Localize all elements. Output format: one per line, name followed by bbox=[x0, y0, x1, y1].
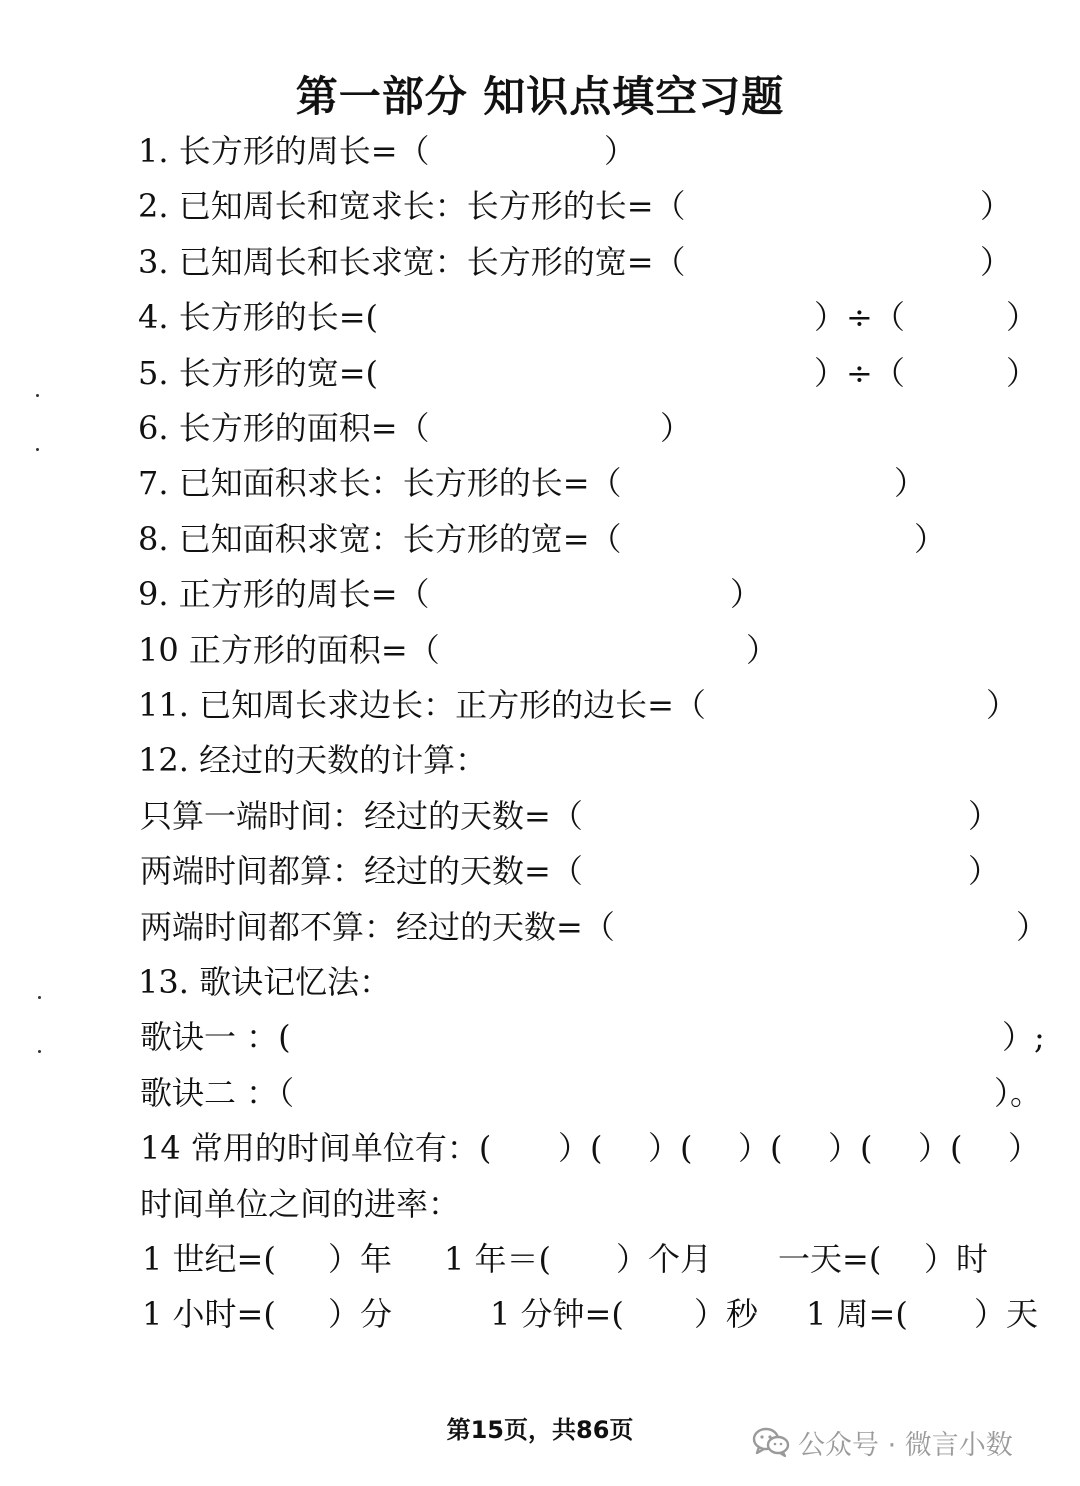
answer-bracket: ）( bbox=[918, 1129, 963, 1167]
scan-speck bbox=[38, 1050, 41, 1053]
answer-bracket: ）秒 bbox=[694, 1295, 759, 1333]
question-text: 两端时间都算：经过的天数=（ bbox=[140, 852, 583, 890]
answer-bracket: ）( bbox=[738, 1129, 783, 1167]
answer-bracket: ）时 bbox=[924, 1240, 989, 1278]
question-text: 14 常用的时间单位有：( bbox=[140, 1129, 492, 1167]
question-text: 3. 已知周长和长求宽：长方形的宽=（ bbox=[138, 243, 686, 281]
answer-bracket: ） bbox=[660, 409, 693, 447]
answer-bracket: ） bbox=[1008, 1129, 1041, 1167]
question-text: 13. 歌诀记忆法： bbox=[138, 963, 392, 1001]
answer-bracket: ） bbox=[894, 464, 927, 502]
answer-bracket: ） bbox=[968, 797, 1001, 835]
watermark bbox=[752, 1422, 1013, 1462]
answer-bracket: 1 年＝( bbox=[444, 1240, 552, 1278]
answer-bracket: ） bbox=[914, 520, 947, 558]
answer-bracket: ）÷（ bbox=[814, 354, 905, 392]
answer-bracket: 一天=( bbox=[778, 1240, 882, 1278]
page-title: 第一部分 知识点填空习题 bbox=[295, 72, 785, 121]
answer-bracket: ）( bbox=[558, 1129, 603, 1167]
answer-bracket: ） bbox=[1006, 354, 1039, 392]
answer-bracket: ） bbox=[968, 852, 1001, 890]
answer-bracket: ） bbox=[986, 686, 1019, 724]
answer-bracket: ）÷（ bbox=[814, 298, 905, 336]
answer-bracket: ） bbox=[730, 575, 763, 613]
answer-bracket: 1 周=( bbox=[806, 1295, 908, 1333]
question-text: 只算一端时间：经过的天数=（ bbox=[140, 797, 583, 835]
question-text: 10 正方形的面积=（ bbox=[138, 631, 440, 669]
question-text: 两端时间都不算：经过的天数=（ bbox=[140, 908, 615, 946]
answer-bracket: ）。 bbox=[994, 1074, 1043, 1112]
question-text: 1. 长方形的周长=（ bbox=[138, 132, 430, 170]
scan-speck bbox=[36, 394, 39, 397]
answer-bracket: ）; bbox=[1002, 1018, 1045, 1056]
question-text: 时间单位之间的进率： bbox=[140, 1185, 461, 1223]
wechat-icon bbox=[752, 1426, 790, 1458]
question-text: 歌诀一 ：( bbox=[140, 1018, 291, 1056]
question-text: 5. 长方形的宽=( bbox=[138, 354, 379, 392]
question-text: 歌诀二 ：（ bbox=[140, 1074, 295, 1112]
answer-bracket: ）分 bbox=[328, 1295, 393, 1333]
scan-speck bbox=[38, 996, 41, 999]
answer-bracket: ）( bbox=[648, 1129, 693, 1167]
question-text: 2. 已知周长和宽求长：长方形的长=（ bbox=[138, 187, 686, 225]
question-text: 6. 长方形的面积=（ bbox=[138, 409, 430, 447]
page-number: 第15页，共86页 bbox=[446, 1416, 634, 1444]
scan-speck bbox=[36, 448, 39, 451]
answer-bracket: ）年 bbox=[328, 1240, 393, 1278]
answer-bracket: ）个月 bbox=[616, 1240, 713, 1278]
answer-bracket: ） bbox=[746, 631, 779, 669]
answer-bracket: ） bbox=[980, 187, 1013, 225]
question-text: 8. 已知面积求宽：长方形的宽=（ bbox=[138, 520, 622, 558]
question-text: 4. 长方形的长=( bbox=[138, 298, 379, 336]
answer-bracket: ） bbox=[604, 132, 637, 170]
question-text: 1 世纪=( bbox=[142, 1240, 276, 1278]
watermark-text: 公众号 · 微言小数 bbox=[798, 1429, 1013, 1461]
answer-bracket: ） bbox=[980, 243, 1013, 281]
question-text: 9. 正方形的周长=（ bbox=[138, 575, 430, 613]
question-text: 1 小时=( bbox=[142, 1295, 276, 1333]
question-text: 7. 已知面积求长：长方形的长=（ bbox=[138, 464, 622, 502]
answer-bracket: ） bbox=[1016, 908, 1049, 946]
answer-bracket: ）( bbox=[828, 1129, 873, 1167]
answer-bracket: ） bbox=[1006, 298, 1039, 336]
question-text: 11. 已知周长求边长：正方形的边长=（ bbox=[138, 686, 706, 724]
question-text: 12. 经过的天数的计算： bbox=[138, 741, 488, 779]
answer-bracket: 1 分钟=( bbox=[490, 1295, 624, 1333]
answer-bracket: ）天 bbox=[974, 1295, 1039, 1333]
